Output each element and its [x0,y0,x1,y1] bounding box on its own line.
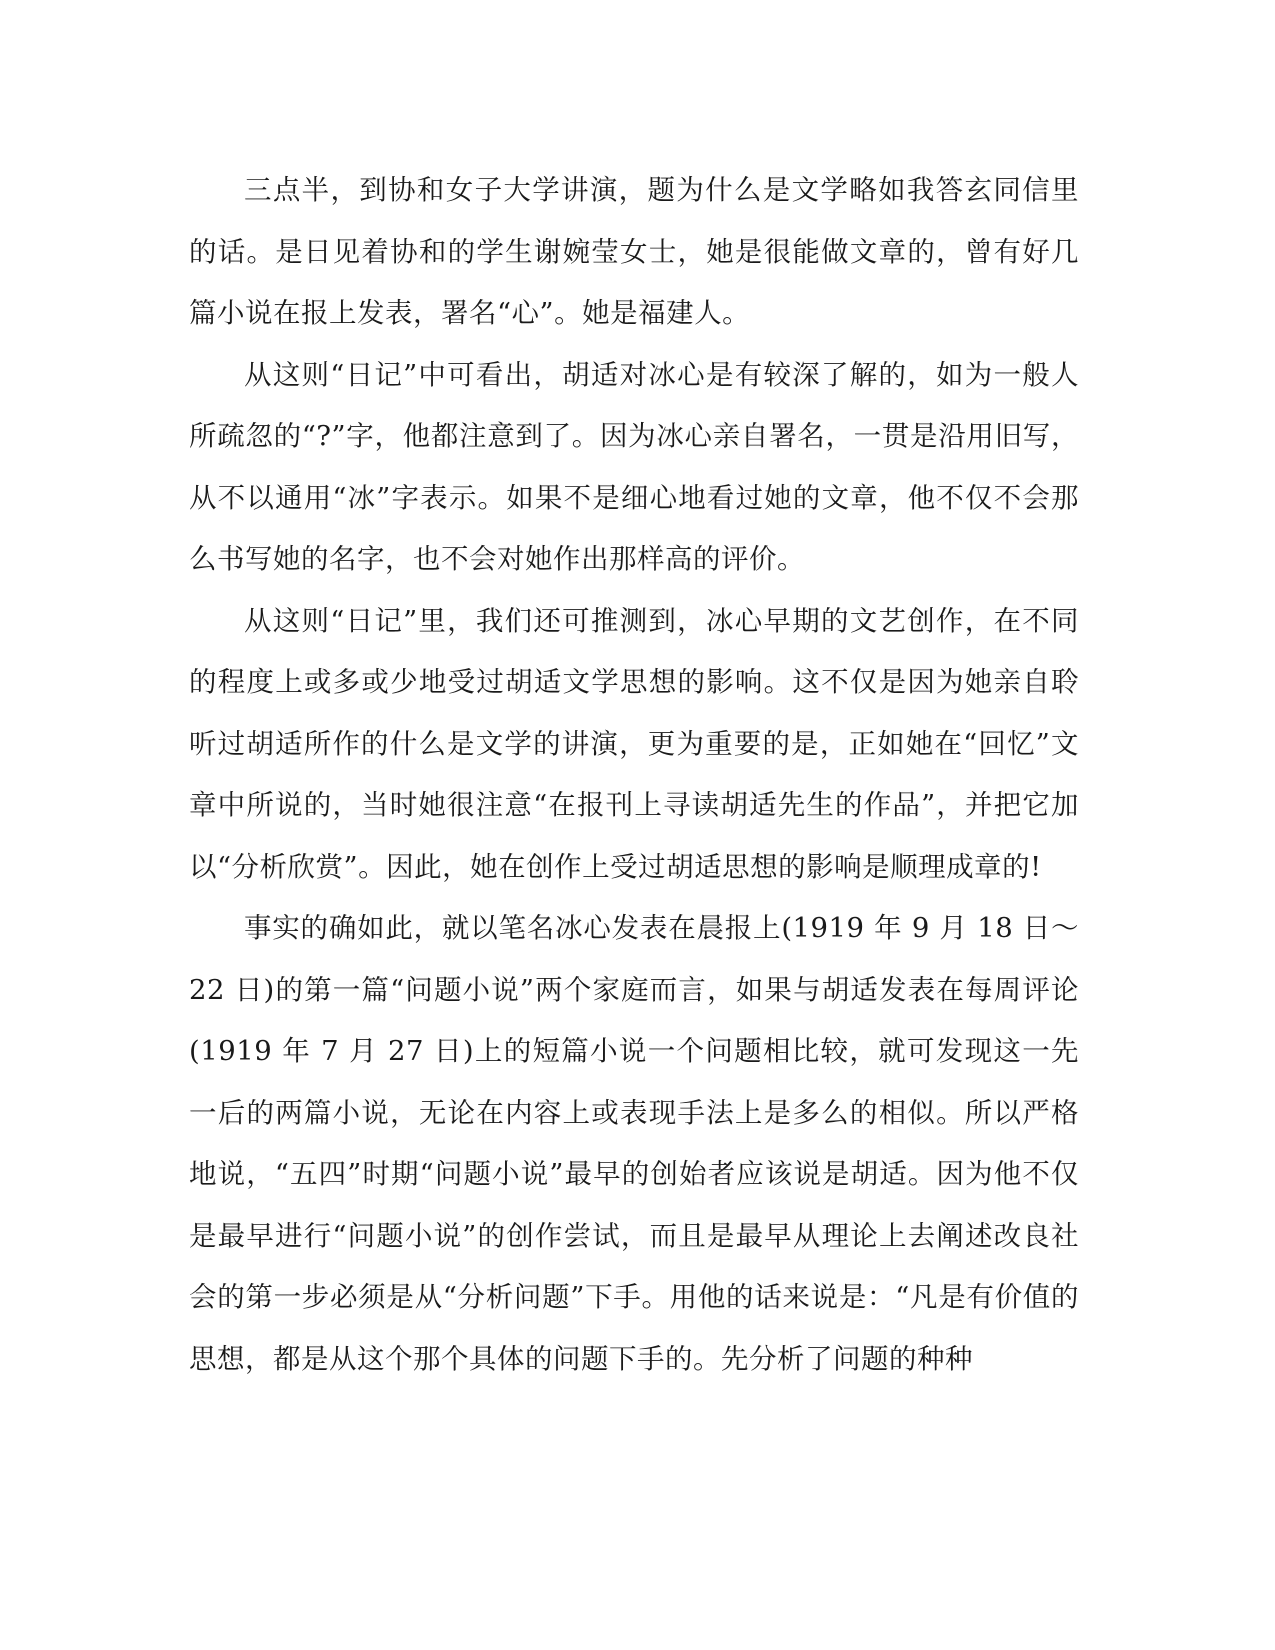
paragraph: 从这则“日记”中可看出，胡适对冰心是有较深了解的，如为一般人所疏忽的“?”字，他都注意到了。因为冰心亲自署名，一贯是沿用旧写，从不以通用“冰”字表示。如果不是细心地看过她的文章，他不仅不会那么书写她的名字，也不会对她作出那样高的评价。 [189,358,1079,575]
document-body [189,160,1079,1390]
paragraph: 三点半，到协和女子大学讲演，题为什么是文学略如我答玄同信里的话。是日见着协和的学生谢婉莹女士，她是很能做文章的，曾有好几篇小说在报上发表，署名“心”。她是福建人。 [189,174,1079,329]
paragraph: 从这则“日记”里，我们还可推测到，冰心早期的文艺创作，在不同的程度上或多或少地受过胡适文学思想的影响。这不仅是因为她亲自聆听过胡适所作的什么是文学的讲演，更为重要的是，正如她在“回忆”文章中所说的，当时她很注意“在报刊上寻读胡适先生的作品”，并把它加以“分析欣赏”。因此，她在创作上受过胡适思想的影响是顺理成章的! [189,604,1079,883]
paragraph: 事实的确如此，就以笔名冰心发表在晨报上(1919 年 9 月 18 日～22 日)的第一篇“问题小说”两个家庭而言，如果与胡适发表在每周评论(1919 年 7 月 27 日)上的短篇小说一个问题相比较，就可发现这一先一后的两篇小说，无论在内容上或表现手法上是多么的相似。所以严格地说，“五四”时期“问题小说”最早的创始者应该说是胡适。因为他不仅是最早进行“问题小说”的创作尝试，而且是最早从理论上去阐述改良社会的第一步必须是从“分析问题”下手。用他的话来说是：“凡是有价值的思想，都是从这个那个具体的问题下手的。先分析了问题的种种 [189,912,1079,1375]
